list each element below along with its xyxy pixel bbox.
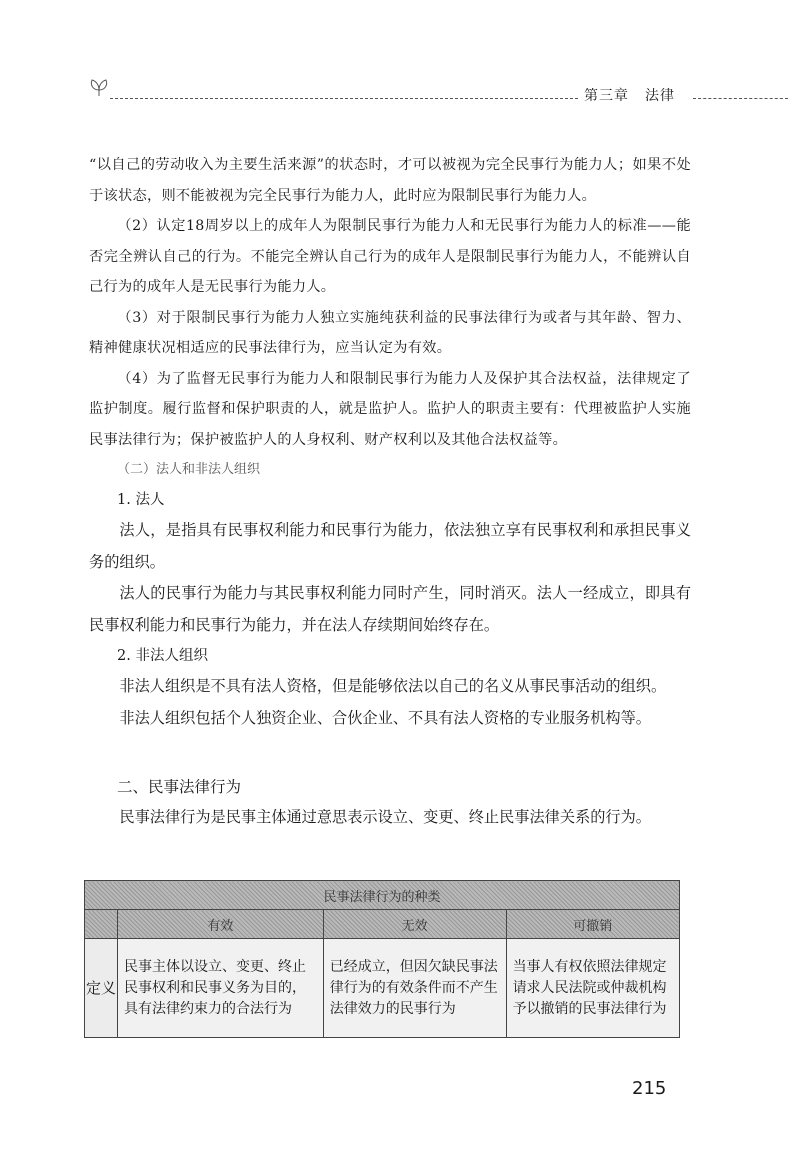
chapter-label bbox=[584, 85, 675, 105]
paragraph-item-3: （3）对于限制民事行为能力人独立实施纯获利益的民事法律行为或者与其年龄、智力、精神健康状况相适应的民事法律行为，应当认定为有效。 bbox=[89, 309, 691, 356]
page-number: 215 bbox=[632, 1078, 667, 1099]
cell-void-definition: 已经成立，但因欠缺民事法律行为的有效条件而不产生法律效力的民事行为 bbox=[323, 939, 506, 1038]
table-caption: 民事法律行为的种类 bbox=[85, 881, 680, 910]
leaf-icon bbox=[88, 76, 110, 98]
legal-person-definition: 法人，是指具有民事权利能力和民事行为能力，依法独立享有民事权利和承担民事义务的组织。 bbox=[89, 521, 691, 571]
legal-person-capacity: 法人的民事行为能力与其民事权利能力同时产生，同时消灭。法人一经成立，即具有民事权利能力和民事行为能力，并在法人存续期间始终存在。 bbox=[89, 584, 691, 634]
table-corner bbox=[85, 910, 118, 939]
section-intro: 民事法律行为是民事主体通过意思表示设立、变更、终止民事法律关系的行为。 bbox=[119, 808, 651, 826]
chapter-number: 第三章 bbox=[584, 88, 629, 104]
paragraph-item-4: （4）为了监督无民事行为能力人和限制民事行为能力人及保护其合法权益，法律规定了监护制度。履行监督和保护职责的人，就是监护人。监护人的职责主要有：代理被监护人实施民事法律行为；保护被监护人的人身权利、财产权利以及其他合法权益等。 bbox=[89, 370, 691, 448]
cell-voidable-definition: 当事人有权依照法律规定请求人民法院或仲裁机构予以撤销的民事法律行为 bbox=[506, 939, 679, 1038]
legal-act-types-table bbox=[84, 880, 680, 1038]
page-body bbox=[89, 150, 691, 834]
paragraph-item-2: （2）认定18周岁以上的成年人为限制民事行为能力人和无民事行为能力人的标准——能否完全辨认自己的行为。不能完全辨认自己行为的成年人是限制民事行为能力人，不能辨认自己行为的成年人是无民事行为能力人。 bbox=[89, 218, 691, 295]
section-heading: 二、民事法律行为 bbox=[117, 778, 242, 796]
header-rule-right bbox=[693, 98, 788, 99]
column-header-valid: 有效 bbox=[118, 910, 324, 939]
table-row bbox=[85, 939, 680, 1038]
legal-person-heading: 1. 法人 bbox=[117, 492, 165, 508]
header-rule-left bbox=[110, 98, 578, 99]
running-header bbox=[88, 76, 788, 106]
chapter-title: 法律 bbox=[645, 88, 675, 104]
subsection-title: （二）法人和非法人组织 bbox=[117, 462, 261, 477]
non-legal-person-definition: 非法人组织是不具有法人资格，但是能够依法以自己的名义从事民事活动的组织。 bbox=[119, 677, 667, 695]
paragraph-continued: “以自己的劳动收入为主要生活来源”的状态时，才可以被视为完全民事行为能力人；如果不处于该状态，则不能被视为完全民事行为能力人，此时应为限制民事行为能力人。 bbox=[89, 157, 691, 204]
non-legal-person-types: 非法人组织包括个人独资企业、合伙企业、不具有法人资格的专业服务机构等。 bbox=[119, 708, 651, 727]
column-header-voidable: 可撤销 bbox=[506, 910, 679, 939]
cell-valid-definition: 民事主体以设立、变更、终止民事权利和民事义务为目的，具有法律约束力的合法行为 bbox=[118, 939, 324, 1038]
column-header-void: 无效 bbox=[323, 910, 506, 939]
row-header-definition: 定义 bbox=[85, 939, 118, 1038]
non-legal-person-heading: 2. 非法人组织 bbox=[117, 648, 208, 664]
